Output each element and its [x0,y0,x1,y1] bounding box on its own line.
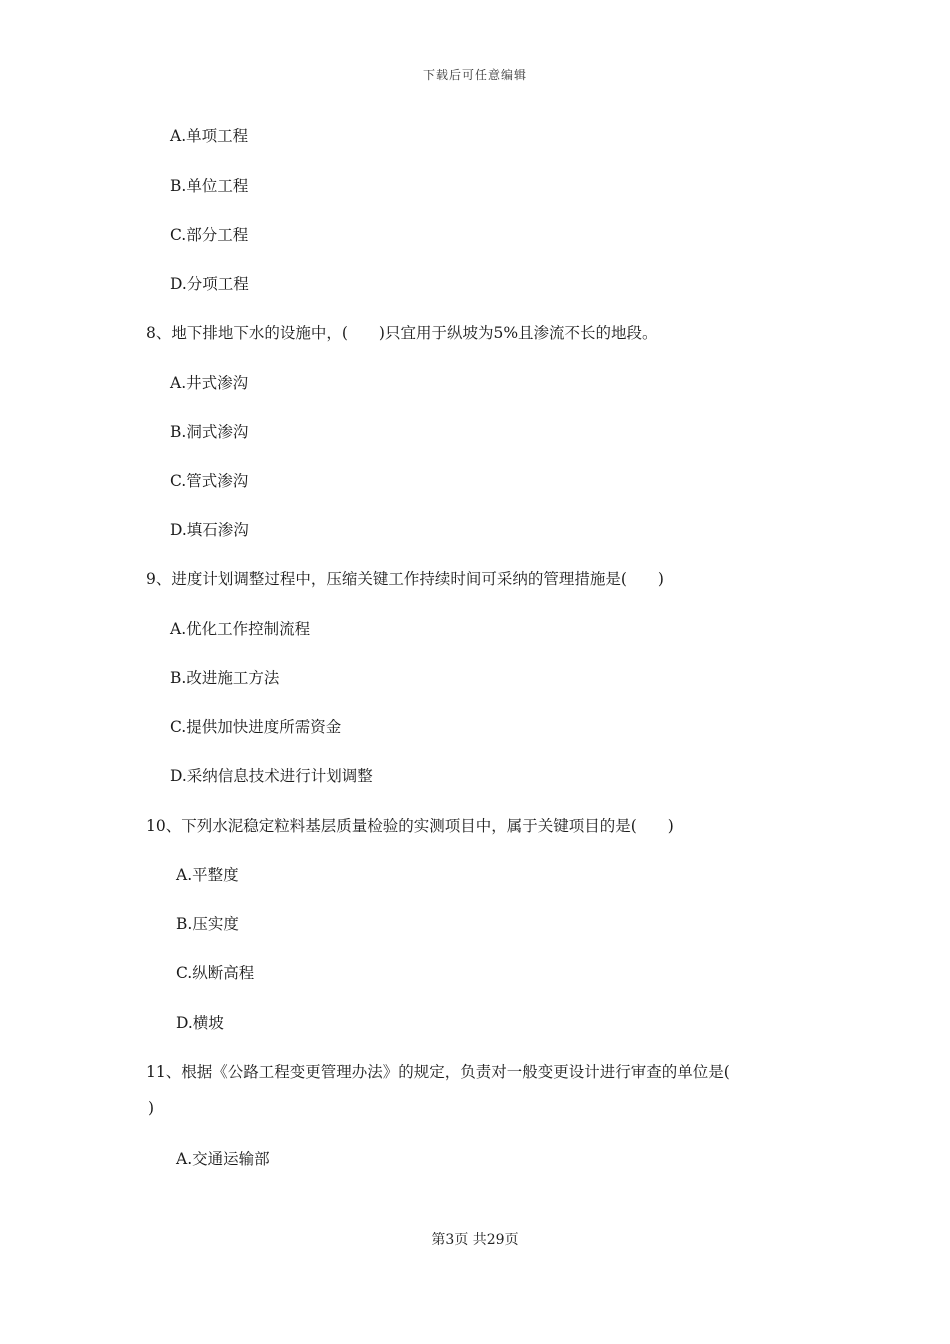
question-text-q8: 8、地下排地下水的设施中，( )只宜用于纵坡为5%且渗流不长的地段。 [146,324,658,342]
option-q9-b: B.改进施工方法 [170,669,280,687]
question-text-q9: 9、进度计划调整过程中，压缩关键工作持续时间可采纳的管理措施是( ) [146,570,664,588]
option-q9-d: D.采纳信息技术进行计划调整 [170,767,373,785]
option-q7-c: C.部分工程 [170,226,249,244]
option-q11-a: A.交通运输部 [176,1150,270,1168]
option-q7-d: D.分项工程 [170,275,249,293]
option-q10-c: C.纵断高程 [176,964,255,982]
option-q8-a: A.井式渗沟 [170,374,249,392]
page-footer: 第3页 共29页 [431,1232,519,1248]
option-q9-c: C.提供加快进度所需资金 [170,718,342,736]
option-q10-b: B.压实度 [176,915,239,933]
option-q7-a: A.单项工程 [170,127,249,145]
option-q7-b: B.单位工程 [170,177,249,195]
page-header: 下载后可任意编辑 [422,68,527,82]
option-q8-c: C.管式渗沟 [170,472,249,490]
question-text-q11-cont: ) [148,1099,155,1117]
option-q10-d: D.横坡 [176,1014,224,1032]
option-q9-a: A.优化工作控制流程 [170,620,311,638]
option-q10-a: A.平整度 [176,866,239,884]
option-q8-b: B.洞式渗沟 [170,423,249,441]
question-text-q11: 11、根据《公路工程变更管理办法》的规定，负责对一般变更设计进行审查的单位是( [146,1063,730,1081]
option-q8-d: D.填石渗沟 [170,521,249,539]
question-text-q10: 10、下列水泥稳定粒料基层质量检验的实测项目中，属于关键项目的是( ) [146,817,674,835]
